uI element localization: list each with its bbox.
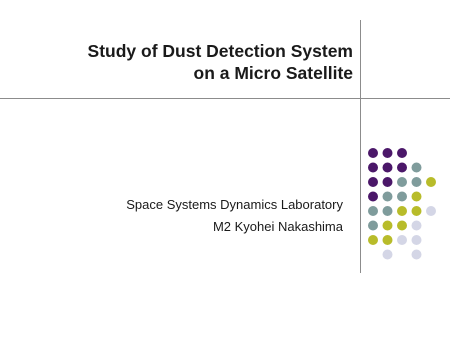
dot-teal <box>383 206 393 216</box>
dot-purple <box>397 148 407 158</box>
dot-teal <box>397 192 407 202</box>
dot-purple <box>383 163 393 173</box>
dot-teal <box>412 177 422 187</box>
author-name: M2 Kyohei Nakashima <box>212 219 343 234</box>
dot-purple <box>368 163 378 173</box>
slide-subtitle <box>43 194 343 238</box>
dot-teal <box>383 192 393 202</box>
dot-purple <box>368 148 378 158</box>
horizontal-rule <box>0 98 450 99</box>
dot-purple <box>368 192 378 202</box>
slide-title-line-1: Study of Dust Detection System <box>87 41 353 61</box>
dot-lavender <box>412 250 422 260</box>
dot-teal <box>397 177 407 187</box>
dot-purple <box>368 177 378 187</box>
slide-title <box>13 40 353 84</box>
dot-teal <box>412 163 422 173</box>
lab-name: Space Systems Dynamics Laboratory <box>126 197 343 212</box>
dot-lavender <box>397 235 407 245</box>
dot-olive <box>397 221 407 231</box>
dot-lavender <box>412 235 422 245</box>
dot-purple <box>383 177 393 187</box>
dot-olive <box>383 235 393 245</box>
dot-olive <box>412 206 422 216</box>
dot-lavender <box>426 206 436 216</box>
slide-title-line-2: on a Micro Satellite <box>193 63 353 83</box>
dot-purple <box>383 148 393 158</box>
dot-olive <box>383 221 393 231</box>
dot-teal <box>368 221 378 231</box>
dot-purple <box>397 163 407 173</box>
dot-olive <box>426 177 436 187</box>
dot-lavender <box>383 250 393 260</box>
dot-olive <box>368 235 378 245</box>
dot-olive <box>412 192 422 202</box>
vertical-rule <box>360 20 361 273</box>
dot-olive <box>397 206 407 216</box>
dot-teal <box>368 206 378 216</box>
dot-lavender <box>412 221 422 231</box>
